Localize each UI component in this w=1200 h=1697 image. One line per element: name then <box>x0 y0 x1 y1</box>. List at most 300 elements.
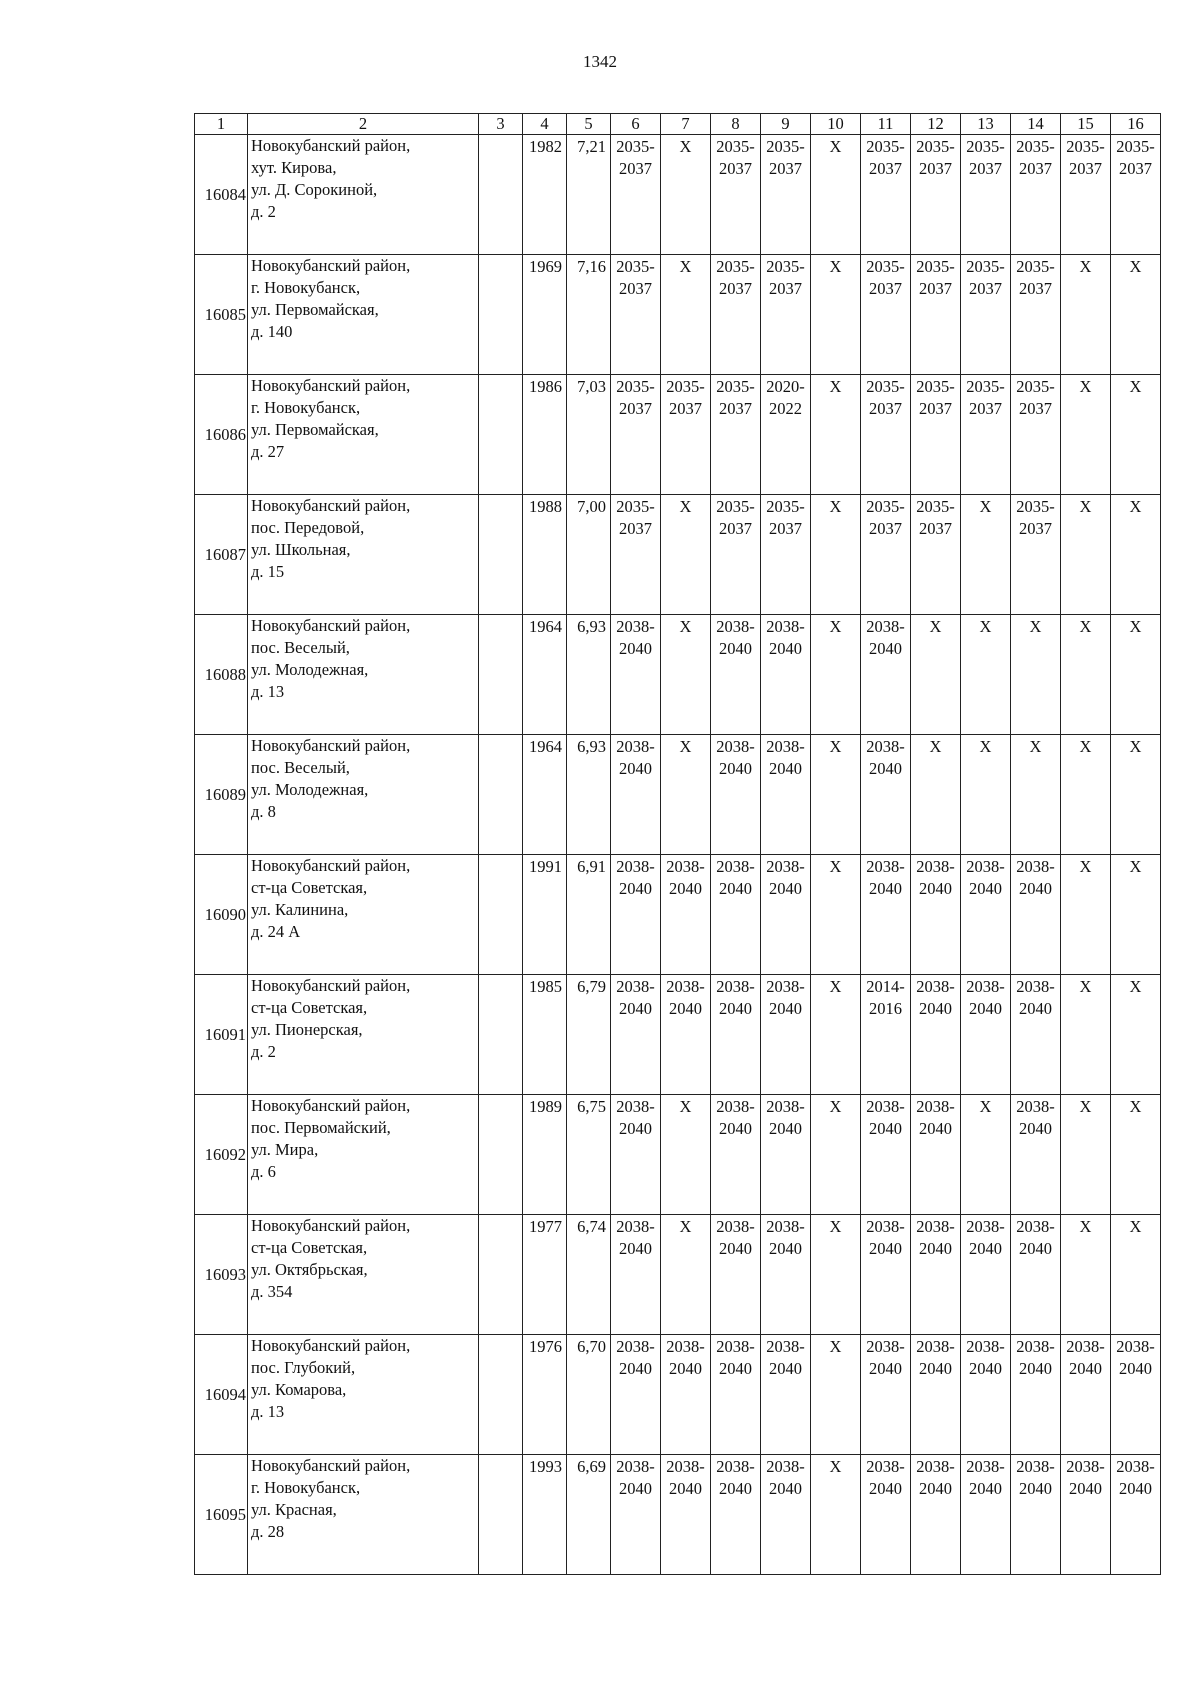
period-value: 2038- 2040 <box>616 1097 655 1138</box>
period-value: 2035- 2037 <box>716 497 755 538</box>
period-value: 2038- 2040 <box>1016 1097 1055 1138</box>
period-cell <box>1061 255 1111 375</box>
period-value: 2038- 2040 <box>1116 1457 1155 1498</box>
address-line: ст-ца Советская, <box>251 878 368 897</box>
address-line: Новокубанский район, <box>251 736 411 755</box>
period-value: 2038- 2040 <box>616 1457 655 1498</box>
period-value: 2038- 2040 <box>1016 857 1055 898</box>
column-header: 14 <box>1011 114 1061 135</box>
address-cell <box>248 1095 479 1215</box>
period-cell <box>1111 375 1161 495</box>
row-number: 16084 <box>195 135 248 255</box>
period-cell <box>611 615 661 735</box>
period-value: 2038- 2040 <box>766 1097 805 1138</box>
period-cell <box>961 135 1011 255</box>
period-cell <box>1111 975 1161 1095</box>
period-value: 2038- 2040 <box>766 737 805 778</box>
period-cell <box>811 615 861 735</box>
period-cell <box>711 135 761 255</box>
period-cell <box>761 1215 811 1335</box>
period-cell <box>661 1335 711 1455</box>
year-cell: 1989 <box>523 1095 567 1215</box>
period-value: 2038- 2040 <box>616 1337 655 1378</box>
address-line: д. 13 <box>251 1402 285 1421</box>
value-cell: 6,69 <box>567 1455 611 1575</box>
period-cell <box>861 615 911 735</box>
period-value: 2035- 2037 <box>916 377 955 418</box>
period-value: 2038- 2040 <box>716 737 755 778</box>
period-value: 2035- 2037 <box>616 137 655 178</box>
row-number: 16092 <box>195 1095 248 1215</box>
period-cell <box>861 375 911 495</box>
period-value: 2038- 2040 <box>966 857 1005 898</box>
period-value: 2038- 2040 <box>616 1217 655 1258</box>
year-cell: 1991 <box>523 855 567 975</box>
column-header: 12 <box>911 114 961 135</box>
period-cell <box>761 855 811 975</box>
period-value: 2035- 2037 <box>866 377 905 418</box>
column-header: 7 <box>661 114 711 135</box>
address-line: д. 28 <box>251 1522 285 1541</box>
period-value: 2038- 2040 <box>716 977 755 1018</box>
period-cell <box>611 375 661 495</box>
page-number: 1342 <box>583 52 617 71</box>
column-3-cell <box>479 855 523 975</box>
period-value: 2038- 2040 <box>916 1217 955 1258</box>
period-value: X <box>829 737 842 756</box>
year-cell: 1969 <box>523 255 567 375</box>
period-cell <box>1011 1095 1061 1215</box>
value-cell: 6,93 <box>567 615 611 735</box>
period-cell <box>1011 855 1061 975</box>
table-row <box>195 1215 1161 1335</box>
value-cell: 7,16 <box>567 255 611 375</box>
period-value: 2035- 2037 <box>716 137 755 178</box>
period-cell <box>761 135 811 255</box>
period-value: 2038- 2040 <box>766 977 805 1018</box>
period-cell <box>611 1335 661 1455</box>
period-value: 2038- 2040 <box>666 1457 705 1498</box>
period-value: 2035- 2037 <box>716 257 755 298</box>
period-value: 2038- 2040 <box>766 617 805 658</box>
period-value: X <box>1079 497 1092 516</box>
period-cell <box>611 735 661 855</box>
period-cell <box>811 975 861 1095</box>
period-value: 2035- 2037 <box>916 137 955 178</box>
period-cell <box>1111 735 1161 855</box>
year-cell: 1993 <box>523 1455 567 1575</box>
period-value: X <box>679 137 692 156</box>
period-value: 2038- 2040 <box>866 1097 905 1138</box>
column-3-cell <box>479 255 523 375</box>
row-number: 16089 <box>195 735 248 855</box>
table-row <box>195 1455 1161 1575</box>
period-cell <box>811 135 861 255</box>
address-line: д. 354 <box>251 1282 293 1301</box>
value-cell: 6,91 <box>567 855 611 975</box>
period-cell <box>961 1215 1011 1335</box>
year-cell: 1988 <box>523 495 567 615</box>
table-row <box>195 1335 1161 1455</box>
period-cell <box>1061 375 1111 495</box>
period-value: 2035- 2037 <box>866 137 905 178</box>
column-3-cell <box>479 135 523 255</box>
period-cell <box>1011 255 1061 375</box>
period-cell <box>611 1215 661 1335</box>
period-value: 2038- 2040 <box>866 1337 905 1378</box>
period-cell <box>961 1455 1011 1575</box>
period-cell <box>1111 255 1161 375</box>
address-line: ул. Мира, <box>251 1140 319 1159</box>
period-cell <box>661 375 711 495</box>
address-line: Новокубанский район, <box>251 616 411 635</box>
period-value: X <box>1129 857 1142 876</box>
period-cell <box>711 255 761 375</box>
address-cell <box>248 615 479 735</box>
period-cell <box>661 1095 711 1215</box>
period-value: 2038- 2040 <box>1116 1337 1155 1378</box>
period-value: 2038- 2040 <box>916 1457 955 1498</box>
period-value: 2038- 2040 <box>766 1337 805 1378</box>
column-3-cell <box>479 1095 523 1215</box>
period-value: X <box>1129 257 1142 276</box>
period-value: X <box>1079 737 1092 756</box>
period-value: X <box>679 1217 692 1236</box>
column-3-cell <box>479 1335 523 1455</box>
row-number: 16088 <box>195 615 248 735</box>
period-cell <box>861 1215 911 1335</box>
column-3-cell <box>479 735 523 855</box>
address-line: Новокубанский район, <box>251 1216 411 1235</box>
period-value: 2038- 2040 <box>666 977 705 1018</box>
table-row <box>195 1095 1161 1215</box>
row-number: 16086 <box>195 375 248 495</box>
row-number: 16085 <box>195 255 248 375</box>
period-cell <box>811 735 861 855</box>
period-value: 2038- 2040 <box>666 857 705 898</box>
address-cell <box>248 1455 479 1575</box>
period-value: X <box>1129 497 1142 516</box>
period-cell <box>1061 1455 1111 1575</box>
period-cell <box>611 1095 661 1215</box>
address-line: ст-ца Советская, <box>251 998 368 1017</box>
period-cell <box>1111 1215 1161 1335</box>
row-number: 16093 <box>195 1215 248 1335</box>
value-cell: 6,93 <box>567 735 611 855</box>
period-value: X <box>929 737 942 756</box>
period-value: 2035- 2037 <box>1016 137 1055 178</box>
period-cell <box>761 975 811 1095</box>
period-cell <box>961 495 1011 615</box>
column-header: 13 <box>961 114 1011 135</box>
period-cell <box>761 255 811 375</box>
period-value: X <box>979 737 992 756</box>
period-cell <box>1011 375 1061 495</box>
period-cell <box>861 135 911 255</box>
period-cell <box>661 1455 711 1575</box>
period-value: 2038- 2040 <box>866 617 905 658</box>
period-value: 2038- 2040 <box>766 857 805 898</box>
period-value: 2035- 2037 <box>1016 497 1055 538</box>
address-line: д. 13 <box>251 682 285 701</box>
period-cell <box>661 735 711 855</box>
column-header: 8 <box>711 114 761 135</box>
period-value: 2038- 2040 <box>716 857 755 898</box>
period-value: 2038- 2040 <box>966 1217 1005 1258</box>
address-line: д. 2 <box>251 1042 276 1061</box>
period-value: 2038- 2040 <box>866 857 905 898</box>
period-cell <box>911 1215 961 1335</box>
year-cell: 1976 <box>523 1335 567 1455</box>
period-value: 2038- 2040 <box>1066 1337 1105 1378</box>
address-line: ул. Молодежная, <box>251 660 369 679</box>
period-cell <box>961 375 1011 495</box>
period-value: X <box>1129 737 1142 756</box>
period-value: 2020- 2022 <box>766 377 805 418</box>
period-cell <box>911 1335 961 1455</box>
period-cell <box>911 375 961 495</box>
period-cell <box>1061 615 1111 735</box>
period-cell <box>811 855 861 975</box>
year-cell: 1986 <box>523 375 567 495</box>
address-line: г. Новокубанск, <box>251 278 361 297</box>
table-row <box>195 855 1161 975</box>
period-cell <box>911 495 961 615</box>
buildings-table <box>194 113 1161 1575</box>
period-cell <box>861 255 911 375</box>
period-value: X <box>829 137 842 156</box>
period-value: 2035- 2037 <box>616 497 655 538</box>
period-value: X <box>1129 377 1142 396</box>
address-cell <box>248 495 479 615</box>
column-header: 1 <box>195 114 248 135</box>
period-value: 2038- 2040 <box>666 1337 705 1378</box>
period-cell <box>1111 495 1161 615</box>
address-cell <box>248 1335 479 1455</box>
address-line: Новокубанский район, <box>251 976 411 995</box>
period-cell <box>1061 735 1111 855</box>
period-cell <box>661 1215 711 1335</box>
period-value: 2035- 2037 <box>966 377 1005 418</box>
period-value: 2035- 2037 <box>1016 257 1055 298</box>
column-3-cell <box>479 975 523 1095</box>
period-value: 2038- 2040 <box>716 1097 755 1138</box>
period-value: X <box>1079 1217 1092 1236</box>
period-cell <box>711 1335 761 1455</box>
period-cell <box>761 495 811 615</box>
period-value: 2038- 2040 <box>966 1337 1005 1378</box>
period-value: X <box>1079 1097 1092 1116</box>
period-value: 2038- 2040 <box>766 1217 805 1258</box>
period-value: X <box>829 377 842 396</box>
address-line: ул. Красная, <box>251 1500 337 1519</box>
period-value: X <box>1079 377 1092 396</box>
address-cell <box>248 975 479 1095</box>
period-cell <box>711 495 761 615</box>
period-cell <box>1061 975 1111 1095</box>
table-row <box>195 615 1161 735</box>
table-row <box>195 255 1161 375</box>
period-value: X <box>679 737 692 756</box>
period-value: 2035- 2037 <box>1066 137 1105 178</box>
period-cell <box>1111 1095 1161 1215</box>
period-value: X <box>979 617 992 636</box>
period-value: 2035- 2037 <box>766 257 805 298</box>
period-value: 2038- 2040 <box>866 737 905 778</box>
period-cell <box>711 735 761 855</box>
period-cell <box>961 1335 1011 1455</box>
column-3-cell <box>479 495 523 615</box>
period-value: 2035- 2037 <box>916 257 955 298</box>
period-cell <box>1011 1215 1061 1335</box>
address-line: Новокубанский район, <box>251 376 411 395</box>
address-line: д. 15 <box>251 562 285 581</box>
period-value: X <box>679 617 692 636</box>
period-value: X <box>829 617 842 636</box>
address-cell <box>248 1215 479 1335</box>
column-header: 16 <box>1111 114 1161 135</box>
period-cell <box>1011 615 1061 735</box>
period-value: 2038- 2040 <box>616 737 655 778</box>
period-cell <box>661 495 711 615</box>
period-cell <box>961 1095 1011 1215</box>
address-line: ул. Пионерская, <box>251 1020 363 1039</box>
value-cell: 6,74 <box>567 1215 611 1335</box>
period-value: X <box>829 497 842 516</box>
period-cell <box>1061 1095 1111 1215</box>
period-cell <box>1111 855 1161 975</box>
period-value: 2035- 2037 <box>766 497 805 538</box>
period-value: X <box>829 1337 842 1356</box>
address-cell <box>248 735 479 855</box>
period-value: 2035- 2037 <box>616 257 655 298</box>
address-line: Новокубанский район, <box>251 256 411 275</box>
value-cell: 7,03 <box>567 375 611 495</box>
period-value: X <box>679 497 692 516</box>
period-cell <box>811 1095 861 1215</box>
address-line: ул. Школьная, <box>251 540 351 559</box>
period-value: 2038- 2040 <box>916 1337 955 1378</box>
period-value: 2035- 2037 <box>766 137 805 178</box>
period-cell <box>1061 135 1111 255</box>
period-value: 2035- 2037 <box>1016 377 1055 418</box>
table-row <box>195 495 1161 615</box>
period-cell <box>711 975 761 1095</box>
period-value: 2038- 2040 <box>966 977 1005 1018</box>
period-value: 2035- 2037 <box>966 137 1005 178</box>
address-cell <box>248 255 479 375</box>
period-cell <box>861 735 911 855</box>
period-cell <box>811 375 861 495</box>
period-value: 2035- 2037 <box>916 497 955 538</box>
address-line: Новокубанский район, <box>251 136 411 155</box>
period-cell <box>611 975 661 1095</box>
period-value: X <box>679 257 692 276</box>
year-cell: 1964 <box>523 735 567 855</box>
period-value: 2038- 2040 <box>916 857 955 898</box>
address-line: ул. Молодежная, <box>251 780 369 799</box>
period-cell <box>761 375 811 495</box>
address-line: ул. Д. Сорокиной, <box>251 180 378 199</box>
value-cell: 7,00 <box>567 495 611 615</box>
row-number: 16090 <box>195 855 248 975</box>
address-line: д. 8 <box>251 802 276 821</box>
period-cell <box>1011 1455 1061 1575</box>
period-cell <box>811 255 861 375</box>
value-cell: 6,79 <box>567 975 611 1095</box>
address-line: Новокубанский район, <box>251 1456 411 1475</box>
period-value: X <box>1029 737 1042 756</box>
period-value: X <box>829 1217 842 1236</box>
year-cell: 1982 <box>523 135 567 255</box>
address-line: ул. Первомайская, <box>251 420 379 439</box>
address-line: пос. Передовой, <box>251 518 365 537</box>
period-cell <box>611 255 661 375</box>
period-value: X <box>1029 617 1042 636</box>
period-cell <box>661 855 711 975</box>
address-line: д. 24 А <box>251 922 301 941</box>
address-line: Новокубанский район, <box>251 496 411 515</box>
address-line: Новокубанский район, <box>251 1096 411 1115</box>
column-header: 10 <box>811 114 861 135</box>
period-value: X <box>829 857 842 876</box>
period-cell <box>611 135 661 255</box>
table-row <box>195 375 1161 495</box>
period-cell <box>611 855 661 975</box>
period-value: 2035- 2037 <box>716 377 755 418</box>
address-line: пос. Первомайский, <box>251 1118 391 1137</box>
period-cell <box>1011 495 1061 615</box>
period-value: 2035- 2037 <box>866 257 905 298</box>
period-cell <box>961 975 1011 1095</box>
period-cell <box>911 615 961 735</box>
period-value: X <box>829 257 842 276</box>
address-line: пос. Веселый, <box>251 758 350 777</box>
period-cell <box>761 1455 811 1575</box>
table-body <box>195 135 1161 1575</box>
column-header: 9 <box>761 114 811 135</box>
period-value: 2038- 2040 <box>716 1337 755 1378</box>
period-cell <box>811 1215 861 1335</box>
period-cell <box>861 495 911 615</box>
period-cell <box>911 855 961 975</box>
period-value: 2038- 2040 <box>1016 1457 1055 1498</box>
period-value: X <box>1129 1097 1142 1116</box>
row-number: 16087 <box>195 495 248 615</box>
period-value: X <box>1129 617 1142 636</box>
period-cell <box>911 1455 961 1575</box>
period-cell <box>1011 735 1061 855</box>
address-line: пос. Глубокий, <box>251 1358 356 1377</box>
period-cell <box>1111 1455 1161 1575</box>
period-cell <box>911 1095 961 1215</box>
address-line: д. 27 <box>251 442 285 461</box>
period-cell <box>761 735 811 855</box>
period-cell <box>1011 1335 1061 1455</box>
year-cell: 1964 <box>523 615 567 735</box>
period-value: 2035- 2037 <box>1116 137 1155 178</box>
period-value: 2038- 2040 <box>616 857 655 898</box>
period-cell <box>711 615 761 735</box>
period-cell <box>1011 135 1061 255</box>
period-cell <box>711 1215 761 1335</box>
value-cell: 6,75 <box>567 1095 611 1215</box>
period-value: X <box>979 1097 992 1116</box>
period-cell <box>711 1455 761 1575</box>
address-cell <box>248 855 479 975</box>
period-cell <box>661 615 711 735</box>
period-value: 2038- 2040 <box>716 1217 755 1258</box>
